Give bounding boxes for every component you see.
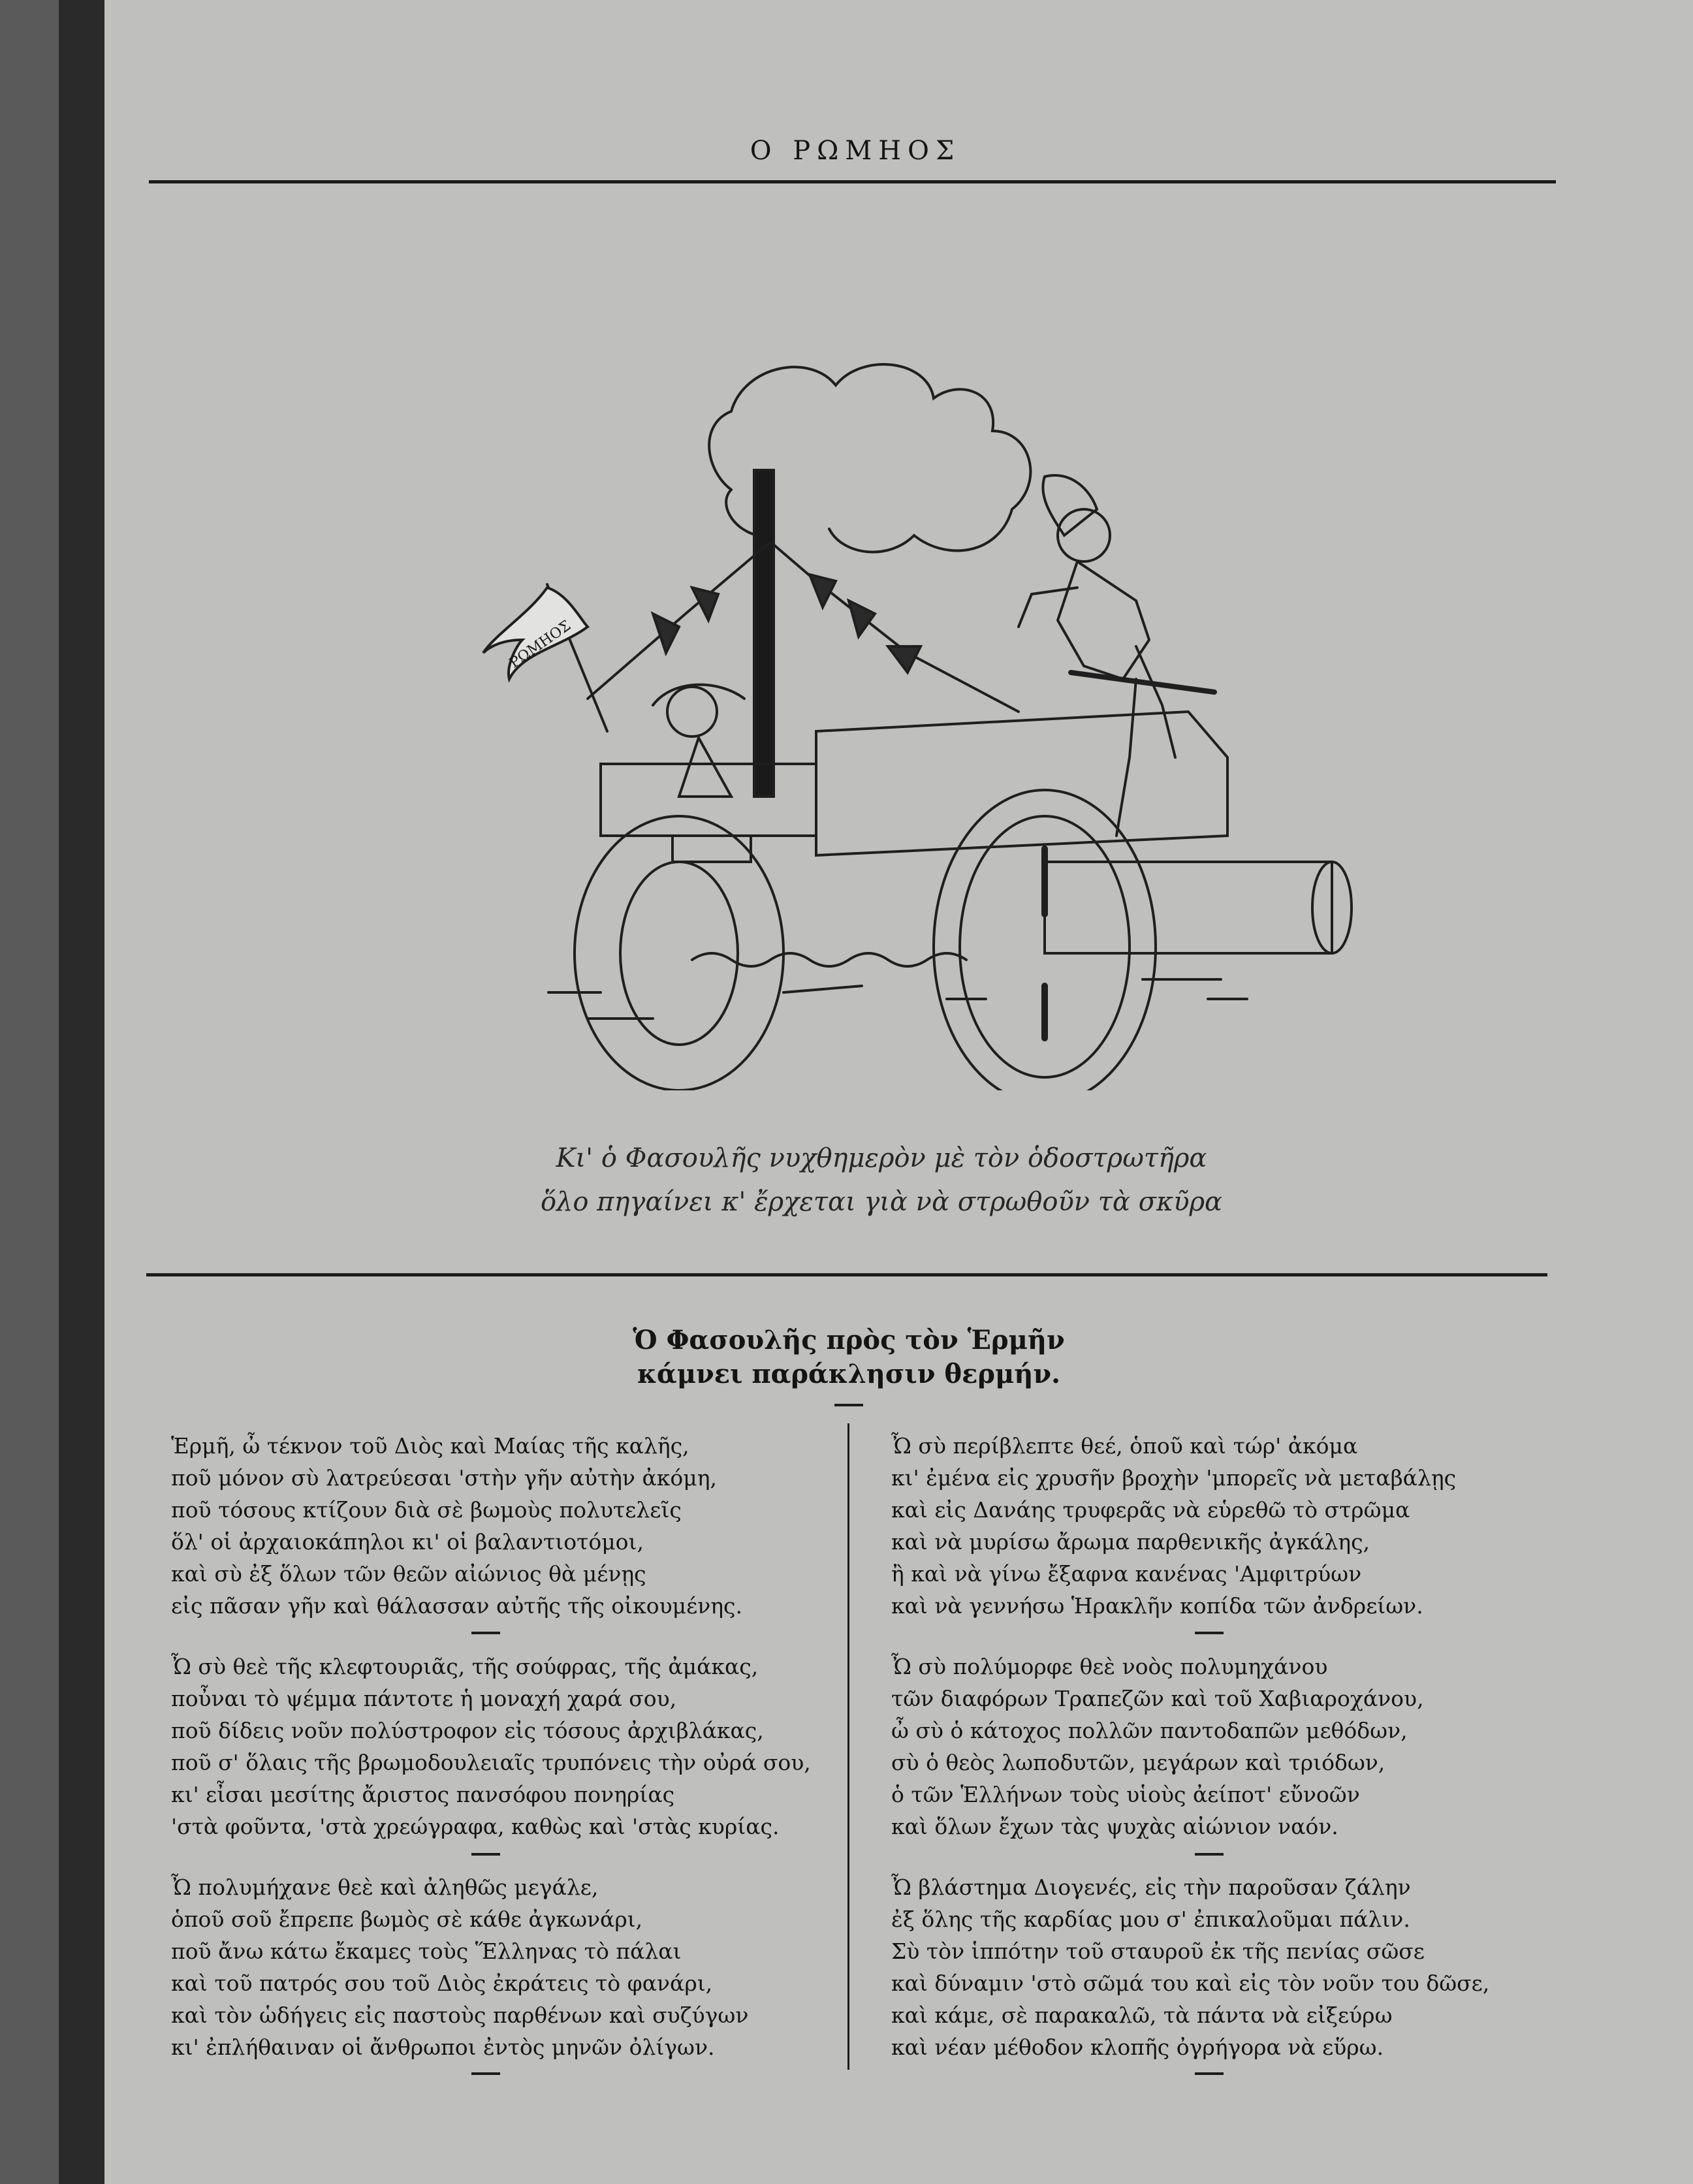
poem-line: καὶ εἰς Δανάης τρυφερᾶς νὰ εὑρεθῶ τὸ στρῶμα — [891, 1497, 1410, 1523]
fasoulis-body — [1058, 562, 1149, 679]
stanza-dash — [1195, 2072, 1224, 2075]
poem-line: ἐξ ὅλης τῆς καρδίας μου σ' ἐπικαλοῦμαι πάλιν. — [891, 1907, 1410, 1932]
poem-line: καὶ τοῦ πατρός σου τοῦ Διὸς ἐκράτεις τὸ φανάρι, — [171, 1970, 713, 1996]
poem-line: κι' ἐπλήθαιναν οἱ ἄνθρωποι ἐντὸς μηνῶν ὀλίγων. — [171, 2034, 715, 2060]
boiler — [1045, 862, 1332, 953]
poem-line: ὦ σὺ ὁ κάτοχος πολλῶν παντοδαπῶν μεθόδων, — [891, 1718, 1408, 1743]
poem-line: κι' εἶσαι μεσίτης ἄριστος πανσόφου πονηρίας — [171, 1782, 675, 1807]
poem-title-line-1: Ὁ Φασουλῆς πρὸς τὸν Ἑρμῆν — [633, 1325, 1065, 1355]
caption-line-2: ὅλο πηγαίνει κ' ἔρχεται γιὰ νὰ στρωθοῦν τὰ σκῦρα — [540, 1187, 1223, 1217]
stanza-dash — [1195, 1853, 1224, 1856]
poem-line: καὶ νέαν μέθοδον κλοπῆς ὀγρήγορα νὰ εὕρω. — [891, 2034, 1384, 2060]
chimney — [754, 470, 774, 797]
poem-line: τῶν διαφόρων Τραπεζῶν καὶ τοῦ Χαβιαροχάνου, — [891, 1686, 1424, 1711]
poem-line: ὅλ' οἱ ἀρχαιοκάπηλοι κι' οἱ βαλαντιοτόμοι, — [171, 1529, 644, 1555]
fasoulis-hat — [1043, 475, 1097, 535]
engine-body — [816, 712, 1227, 855]
poem-line: Ὦ βλάστημα Διογενές, εἰς τὴν παροῦσαν ζάλην — [891, 1875, 1411, 1900]
poem-line: κι' ἐμένα εἰς χρυσῆν βροχὴν 'μπορεῖς νὰ μεταβάλῃς — [891, 1465, 1457, 1491]
caption-line-1: Κι' ὁ Φασουλῆς νυχθημερὸν μὲ τὸν ὁδοστρωτῆρα — [556, 1143, 1207, 1173]
poem-line: Ὦ σὺ περίβλεπτε θεέ, ὁποῦ καὶ τώρ' ἀκόμα — [891, 1433, 1358, 1459]
poem-line: καὶ τὸν ὡδήγεις εἰς παστοὺς παρθένων καὶ συζύγων — [171, 2002, 749, 2028]
poem-line: ποῦ ἄνω κάτω ἔκαμες τοὺς Ἕλληνας τὸ πάλαι — [171, 1939, 682, 1964]
poem-line: καὶ σὺ ἐξ ὅλων τῶν θεῶν αἰώνιος θὰ μένῃς — [171, 1561, 646, 1587]
poem-line: Σὺ τὸν ἱππότην τοῦ σταυροῦ ἐκ τῆς πενίας σῶσε — [891, 1939, 1425, 1964]
page-header-title: Ο ΡΩΜΗΟΣ — [750, 136, 961, 166]
bunting-rope — [588, 542, 1019, 712]
poem-line: καὶ δύναμιν 'στὸ σῶμά του καὶ εἰς τὸν νοῦν του δῶσε, — [891, 1970, 1490, 1996]
poem-line: ὁποῦ σοῦ ἔπρεπε βωμὸς σὲ κάθε ἀγκωνάρι, — [171, 1907, 643, 1932]
newspaper-page — [104, 0, 1693, 2184]
flag — [483, 588, 588, 679]
stanza-dash — [471, 1853, 500, 1856]
chain — [692, 953, 966, 966]
poem-line: Ὦ σὺ θεὲ τῆς κλεφτουριᾶς, τῆς σούφρας, τῆς ἀμάκας, — [171, 1654, 759, 1679]
poem-line: καὶ ὅλων ἔχων τὰς ψυχὰς αἰώνιον ναόν. — [891, 1814, 1338, 1839]
poem-line: ὁ τῶν Ἑλλήνων τοὺς υἱοὺς ἀείποτ' εὔνοῶν — [891, 1782, 1360, 1807]
poem-line: καὶ κάμε, σὲ παρακαλῶ, τὰ πάντα νὰ εἰξεύρω — [891, 2002, 1393, 2028]
left-stanza-1 — [171, 1430, 742, 1622]
poem-line: ποῦ τόσους κτίζουν διὰ σὲ βωμοὺς πολυτελεῖς — [171, 1497, 682, 1523]
driver-head — [667, 687, 717, 736]
poem-line: Ἑρμῆ, ὦ τέκνον τοῦ Διὸς καὶ Μαίας τῆς καλῆς, — [171, 1433, 689, 1459]
header-rule — [149, 180, 1556, 183]
poem-line: Ὦ πολυμήχανε θεὲ καὶ ἀληθῶς μεγάλε, — [171, 1875, 599, 1900]
binding-shadow — [59, 0, 104, 2184]
left-stanza-3 — [171, 1871, 748, 2063]
left-stanza-2 — [171, 1651, 811, 1843]
poem-title-line-2: κάμνει παράκλησιν θερμήν. — [637, 1359, 1061, 1389]
poem-line: ποῦ σ' ὅλαις τῆς βρωμοδουλειαῖς τρυπόνεις τὴν οὐρά σου, — [171, 1750, 811, 1775]
poem-line: καὶ νὰ γεννήσω Ἡρακλῆν κοπίδα τῶν ἀνδρείων. — [891, 1593, 1423, 1619]
section-rule — [146, 1273, 1547, 1276]
poem-line: εἰς πᾶσαν γῆν καὶ θάλασσαν αὐτῆς τῆς οἰκουμένης. — [171, 1593, 743, 1619]
poem-line: 'στὰ φοῦντα, 'στὰ χρεώγραφα, καθὼς καὶ 'στὰς κυρίας. — [171, 1814, 780, 1839]
poem-line: ἢ καὶ νὰ γίνω ἔξαφνα κανένας 'Αμφιτρύων — [891, 1561, 1362, 1587]
poem-line: σὺ ὁ θεὸς λωποδυτῶν, μεγάρων καὶ τριόδων, — [891, 1750, 1385, 1775]
poem-line: καὶ νὰ μυρίσω ἄρωμα παρθενικῆς ἀγκάλης, — [891, 1529, 1370, 1555]
cab-body — [601, 764, 816, 836]
right-stanza-3 — [891, 1871, 1489, 2063]
poem-line: ποῦ μόνον σὺ λατρεύεσαι 'στὴν γῆν αὐτὴν ἀκόμη, — [171, 1465, 717, 1491]
stanza-dash — [1195, 1632, 1224, 1634]
title-dash — [834, 1404, 863, 1406]
right-stanza-1 — [891, 1430, 1456, 1622]
stanza-dash — [471, 2072, 500, 2075]
front-roller — [575, 816, 783, 1090]
flag-text: ΡΩΜΗΟΣ — [506, 617, 575, 672]
stanza-dash — [471, 1632, 500, 1634]
steamroller-illustration — [392, 340, 1384, 1090]
poem-line: Ὦ σὺ πολύμορφε θεὲ νοὸς πολυμηχάνου — [891, 1654, 1328, 1679]
poem-line: ποῦ δίδεις νοῦν πολύστροφον εἰς τόσους ἀρχιβλάκας, — [171, 1718, 764, 1743]
poem-line: ποὖναι τὸ ψέμμα πάντοτε ἡ μοναχή χαρά σου, — [171, 1686, 677, 1711]
binding-edge — [0, 0, 59, 2184]
column-divider — [847, 1423, 849, 2070]
right-stanza-2 — [891, 1651, 1424, 1843]
